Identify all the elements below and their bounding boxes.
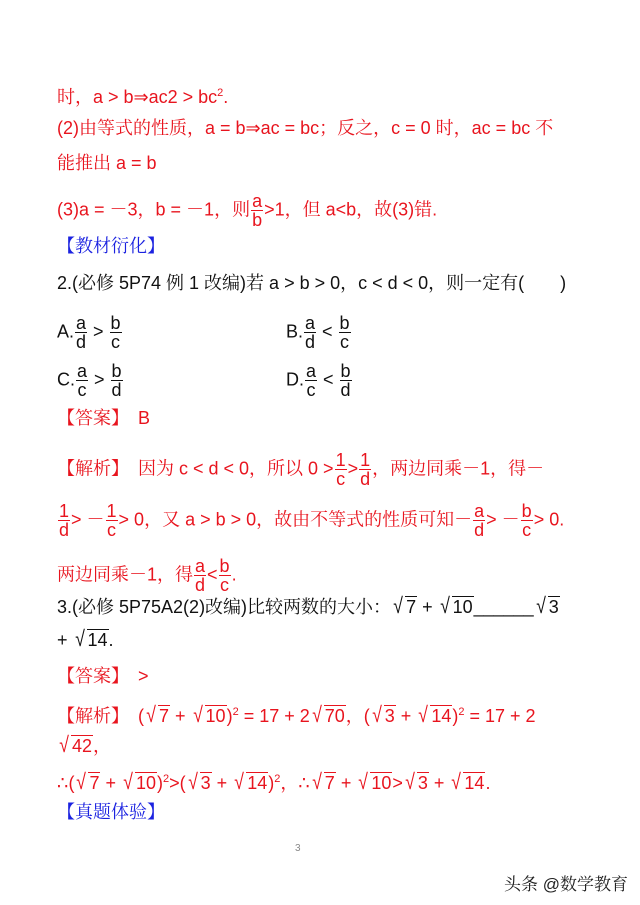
square-root (535, 593, 560, 618)
radical-sign-icon: √ (59, 732, 69, 757)
radical-sign-icon: √ (393, 593, 403, 618)
superscript: 2 (163, 773, 170, 785)
text-run: 【答案】 B (57, 408, 151, 428)
text-run: . (231, 564, 237, 585)
text-run: ) (157, 773, 164, 793)
text-line (57, 314, 123, 351)
numerator: 1 (335, 450, 346, 470)
fraction (194, 557, 206, 594)
denominator: c (220, 575, 230, 595)
radical-sign-icon: √ (76, 769, 87, 794)
numerator: a (252, 191, 263, 211)
fraction (305, 362, 317, 399)
numerator: a (195, 556, 206, 576)
numerator: a (306, 361, 317, 381)
radicand: 10 (205, 706, 226, 726)
text-run: ， (93, 736, 112, 756)
square-root (439, 593, 474, 618)
text-run: >1，但 a<b，故(3)错. (264, 199, 438, 220)
radicand: 14 (247, 773, 268, 793)
numerator: b (110, 313, 121, 333)
text-run: + (170, 706, 191, 726)
fraction (58, 502, 70, 539)
text-run: 【解析】 ( (57, 706, 144, 726)
text-run: 3.(必修 5P75A2(2)改编)比较两数的大小： (57, 597, 392, 617)
text-line (57, 407, 150, 429)
denominator: c (336, 469, 346, 489)
text-run: 能推出 a = b (57, 153, 157, 173)
text-run: > 0，又 a > b > 0，故由不等式的性质可知－ (118, 509, 473, 530)
fraction (75, 314, 87, 351)
radicand: 14 (464, 773, 485, 793)
text-run: 【答案】 > (57, 666, 149, 686)
radicand: 7 (89, 773, 100, 793)
fraction (335, 451, 347, 488)
radicand: 3 (548, 597, 559, 617)
text-line (57, 701, 536, 727)
text-run: ，两边同乘－1，得－ (372, 458, 545, 479)
text-line (57, 626, 114, 651)
text-line (57, 362, 124, 399)
text-run: . (485, 773, 491, 793)
text-line (57, 192, 437, 229)
numerator: b (340, 361, 351, 381)
denominator: c (340, 332, 350, 352)
text-run: > (89, 369, 110, 390)
radical-sign-icon: √ (74, 626, 85, 651)
text-line (57, 665, 149, 687)
text-line (57, 502, 564, 539)
numerator: a (305, 313, 316, 333)
square-root (404, 769, 429, 794)
radical-sign-icon: √ (312, 769, 322, 794)
text-run: < (318, 369, 339, 390)
text-line (57, 768, 490, 794)
fraction (340, 362, 352, 399)
radicand: 3 (200, 773, 211, 793)
text-run: > (347, 458, 359, 479)
radical-sign-icon: √ (146, 702, 156, 727)
text-run: > － (486, 509, 520, 530)
denominator: b (252, 210, 263, 230)
text-run: A. (57, 321, 75, 342)
text-line (286, 314, 352, 351)
radicand: 10 (452, 597, 473, 617)
numerator: 1 (106, 501, 117, 521)
radicand: 3 (417, 773, 428, 793)
radicand: 14 (87, 630, 108, 650)
text-run: < (317, 321, 338, 342)
text-run: C. (57, 369, 75, 390)
numerator: b (521, 501, 532, 521)
radical-sign-icon: √ (311, 702, 322, 727)
radical-sign-icon: √ (535, 593, 546, 618)
square-root (74, 626, 109, 651)
text-run: < (207, 564, 218, 585)
numerator: b (219, 556, 230, 576)
numerator: a (76, 313, 87, 333)
text-run: 【教材衍化】 (57, 236, 165, 256)
square-root (357, 769, 392, 794)
denominator: d (59, 520, 70, 540)
square-root (417, 702, 452, 727)
text-run: > 0. (533, 509, 565, 530)
denominator: c (522, 520, 532, 540)
radicand: 7 (324, 773, 335, 793)
radical-sign-icon: √ (405, 769, 415, 794)
text-line (57, 451, 544, 488)
text-run: ∴( (57, 773, 75, 793)
superscript: 2 (274, 773, 281, 785)
denominator: c (111, 332, 121, 352)
numerator: 1 (360, 450, 371, 470)
fraction (76, 362, 88, 399)
text-line (57, 152, 157, 174)
fraction (219, 557, 231, 594)
square-root (75, 769, 100, 794)
radicand: 3 (384, 706, 395, 726)
radical-sign-icon: √ (371, 702, 382, 727)
radical-sign-icon: √ (439, 593, 450, 618)
radicand: 7 (159, 706, 170, 726)
text-run: 2.(必修 5P74 例 1 改编)若 a > b > 0，c < d < 0，则一定有( ) (57, 273, 567, 293)
text-run: ) (226, 706, 233, 726)
radical-sign-icon: √ (418, 702, 429, 727)
text-run: = 17 + 2 (238, 706, 310, 726)
radicand: 14 (431, 706, 452, 726)
text-line (286, 362, 353, 399)
text-run: ______ (473, 597, 534, 617)
text-run: ) (268, 773, 275, 793)
text-run: . (223, 87, 229, 107)
text-run: > (88, 321, 109, 342)
text-line (57, 801, 165, 823)
radical-sign-icon: √ (358, 769, 369, 794)
denominator: d (474, 520, 485, 540)
fraction (521, 502, 533, 539)
text-run: 时，a > b⇒ac2 > bc (57, 87, 218, 107)
fraction (339, 314, 351, 351)
numerator: b (339, 313, 350, 333)
denominator: d (76, 332, 87, 352)
text-run: ，∴ (280, 773, 310, 793)
square-root (187, 769, 212, 794)
fraction (304, 314, 316, 351)
text-run: + (417, 597, 438, 617)
square-root (371, 702, 396, 727)
text-run: > － (71, 509, 105, 530)
numerator: a (474, 501, 485, 521)
text-line (57, 272, 566, 294)
square-root (58, 732, 93, 757)
text-run: . (108, 630, 114, 650)
fraction (359, 451, 371, 488)
text-run: (3)a = －3，b = －1，则 (57, 199, 251, 220)
denominator: d (340, 380, 351, 400)
radicand: 7 (406, 597, 417, 617)
text-run: + (57, 630, 73, 650)
radicand: 42 (72, 736, 93, 756)
text-run: 两边同乘－1，得 (57, 564, 194, 585)
fraction (251, 192, 263, 229)
radical-sign-icon: √ (234, 769, 245, 794)
fraction (473, 502, 485, 539)
text-run: = 17 + 2 (464, 706, 536, 726)
denominator: d (111, 380, 122, 400)
text-run: + (100, 773, 121, 793)
text-run: 【解析】 因为 c < d < 0，所以 0 > (57, 458, 334, 479)
square-root (311, 702, 346, 727)
text-run: (2)由等式的性质，a = b⇒ac = bc；反之，c = 0 时，ac = bc 不 (57, 118, 554, 138)
radicand: 10 (371, 773, 392, 793)
watermark: 头条 @数学教育 (504, 875, 628, 894)
numerator: b (111, 361, 122, 381)
denominator: d (360, 469, 371, 489)
square-root (192, 702, 227, 727)
denominator: c (306, 380, 316, 400)
text-run: + (211, 773, 233, 793)
superscript: 2 (458, 706, 465, 718)
text-run: + (335, 773, 357, 793)
page-number: 3 (295, 843, 301, 854)
radical-sign-icon: √ (123, 769, 133, 794)
text-run: + (428, 773, 450, 793)
text-line (57, 117, 553, 139)
text-line (57, 732, 112, 757)
radical-sign-icon: √ (192, 702, 203, 727)
square-root (450, 769, 485, 794)
square-root (122, 769, 157, 794)
radicand: 70 (324, 706, 345, 726)
square-root (311, 769, 336, 794)
numerator: 1 (59, 501, 70, 521)
text-run: B. (286, 321, 304, 342)
superscript: 2 (217, 87, 224, 99)
fraction (106, 502, 118, 539)
denominator: d (195, 575, 206, 595)
text-run: D. (286, 369, 304, 390)
text-line (57, 82, 228, 108)
denominator: c (77, 380, 87, 400)
text-run: > (392, 773, 403, 793)
text-run: + (395, 706, 417, 726)
numerator: a (77, 361, 88, 381)
square-root (145, 702, 170, 727)
superscript: 2 (232, 706, 239, 718)
text-line (57, 235, 165, 257)
square-root (392, 593, 417, 618)
text-run: 【真题体验】 (57, 802, 165, 822)
text-line (57, 557, 237, 594)
radicand: 10 (135, 773, 157, 793)
fraction (110, 314, 122, 351)
radical-sign-icon: √ (451, 769, 462, 794)
denominator: d (305, 332, 316, 352)
text-line (57, 593, 560, 618)
radical-sign-icon: √ (187, 769, 198, 794)
square-root (233, 769, 268, 794)
text-run: ，( (345, 706, 370, 726)
denominator: c (107, 520, 117, 540)
text-run: >( (169, 773, 186, 793)
fraction (111, 362, 123, 399)
text-run: ) (452, 706, 459, 726)
